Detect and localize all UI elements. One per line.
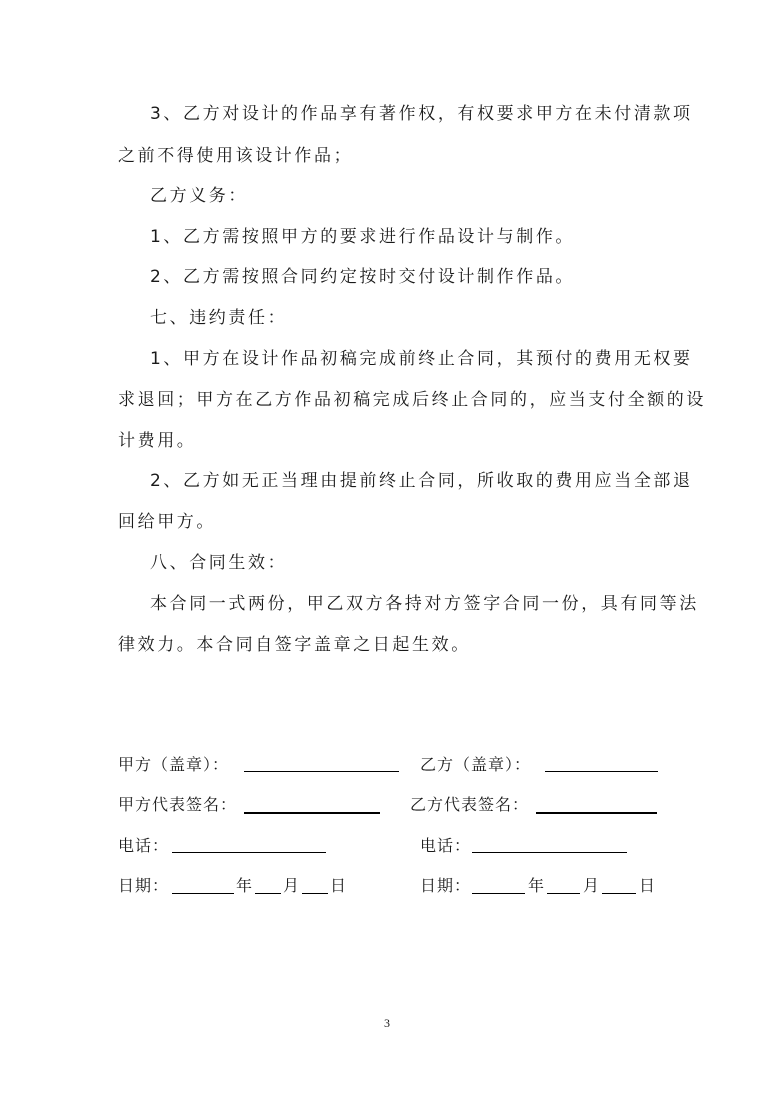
party-b-date-label: 日期：: [420, 876, 472, 895]
party-a-month-blank[interactable]: [255, 893, 281, 894]
obligation-1: 1、乙方需按照甲方的要求进行作品设计与制作。: [150, 227, 576, 247]
liability-2-line-2: 回给甲方。: [118, 512, 216, 532]
party-b-month-label: 月: [583, 876, 601, 895]
party-b-year-blank[interactable]: [472, 893, 525, 894]
effectiveness-line-2: 律效力。本合同自签字盖章之日起生效。: [118, 635, 471, 655]
clause-3-line-2: 之前不得使用该设计作品；: [118, 146, 354, 166]
clause-3-line-1: 3、乙方对设计的作品享有著作权，有权要求甲方在未付清款项: [150, 104, 693, 124]
party-b-seal-blank[interactable]: [545, 771, 658, 772]
party-b-rep-label: 乙方代表签名：: [410, 795, 530, 814]
section-7-heading: 七、违约责任：: [150, 308, 288, 328]
party-b-phone-label: 电话：: [420, 836, 472, 855]
party-a-rep-label: 甲方代表签名：: [118, 795, 238, 814]
party-b-seal-label: 乙方（盖章）：: [420, 755, 532, 774]
party-a-day-label: 日: [330, 876, 348, 895]
party-b-month-blank[interactable]: [547, 893, 580, 894]
effectiveness-line-1: 本合同一式两份，甲乙双方各持对方签字合同一份，具有同等法: [150, 594, 699, 614]
party-b-day-label: 日: [639, 876, 657, 895]
party-a-month-label: 月: [283, 876, 301, 895]
party-b-rep-blank[interactable]: [536, 812, 657, 814]
party-b-obligations-heading: 乙方义务：: [150, 186, 248, 206]
party-a-rep-blank[interactable]: [244, 812, 380, 814]
party-a-seal-blank[interactable]: [244, 771, 399, 772]
party-a-year-label: 年: [236, 876, 254, 895]
obligation-2: 2、乙方需按照合同约定按时交付设计制作作品。: [150, 267, 576, 287]
liability-1-line-3: 计费用。: [118, 431, 197, 451]
party-a-date-label: 日期：: [118, 876, 170, 895]
party-a-day-blank[interactable]: [302, 893, 328, 894]
party-a-phone-label: 电话：: [118, 836, 170, 855]
liability-2-line-1: 2、乙方如无正当理由提前终止合同，所收取的费用应当全部退: [150, 471, 693, 491]
party-b-year-label: 年: [528, 876, 546, 895]
party-b-phone-blank[interactable]: [472, 852, 627, 853]
section-8-heading: 八、合同生效：: [150, 553, 288, 573]
party-b-day-blank[interactable]: [602, 893, 636, 894]
party-a-year-blank[interactable]: [172, 893, 234, 894]
page-number: 3: [384, 1016, 390, 1030]
liability-1-line-2: 求退回；甲方在乙方作品初稿完成后终止合同的，应当支付全额的设: [118, 390, 706, 410]
party-a-seal-label: 甲方（盖章）：: [118, 755, 230, 774]
party-a-phone-blank[interactable]: [172, 852, 326, 853]
liability-1-line-1: 1、甲方在设计作品初稿完成前终止合同，其预付的费用无权要: [150, 349, 693, 369]
